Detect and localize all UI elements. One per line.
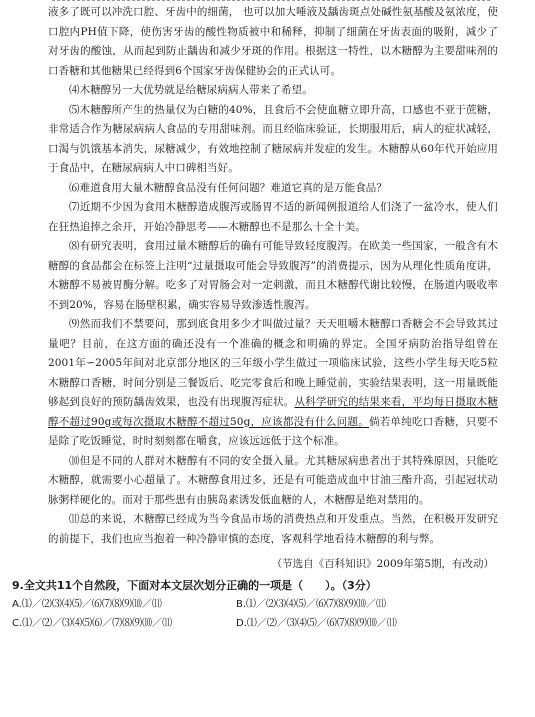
option-d-key: D. (236, 618, 247, 629)
option-a[interactable] (12, 595, 236, 614)
paragraph-11: ⑾总的来说，木糖醇已经成为当今食品市场的消费热点和开发重点。当然，在积极开发研究的前提下，我们也应当抱着一种冷静审慎的态度，客观科学地看待木糖醇的利与弊。 (48, 513, 498, 545)
top-dashed-rule (52, 0, 490, 1)
option-a-key: A. (12, 599, 22, 610)
option-c-key: C. (12, 618, 23, 629)
paragraph-5: ⑸木糖醇所产生的热量仅为白糖的40%，且食后不会使血糖立即升高，口感也不亚于蔗糖，非常适合作为糖尿病病人食品的专用甜味剂。而且经临床验证，长期服用后，病人的症状减轻，口渴与饥饿基本消失，尿糖减少，有效地控制了糖尿病并发症的发生。木糖醇从60年代开始应用于食品中，在糖尿病病人中口碑相当好。 (48, 103, 498, 174)
paragraph-9 (48, 315, 498, 452)
option-d[interactable] (236, 614, 460, 633)
paragraph-8: ⑻有研究表明，食用过量木糖醇后的确有可能导致轻度腹泻。在欧美一些国家，一般含有木糖醇的食品都会在标签上注明“过量摄取可能会导致腹泻”的消费提示，因为从理化性质角度讲，木糖醇不易被胃酶分解。吃多了对胃肠会对一定刺激，而且木糖醇代谢比较慢，在肠道内吸收率不到20%，容易在肠壁积累，确实容易导致渗透性腹泻。 (48, 240, 498, 311)
question-9-stem: 9.全文共11个自然段，下面对本文层次划分正确的一项是（ ）。（3分） (12, 579, 377, 592)
article-source: （节选自《百科知识》2009年第5期，有改动） (271, 558, 494, 570)
option-d-text: ⑴／⑵／⑶⑷⑸／⑹⑺⑻⑼⑽／⑾ (246, 618, 397, 629)
question-9-options (12, 595, 498, 633)
options-row-1 (12, 595, 498, 614)
paragraph-10: ⑽但是不同的人群对木糖醇有不同的安全摄入量。尤其糖尿病患者出于其特殊原因，只能吃木糖醇，就需要小心超量了。木糖醇食用过多，还是有可能造成血中甘油三酯升高，引起冠状动脉粥样硬化的。而对于那些患有由胰岛素诱发低血糖的人，木糖醇是绝对禁用的。 (48, 454, 498, 506)
paragraph-3-continued: 液多了既可以冲洗口腔、牙齿中的细菌， 也可以加大唾液及龋齿斑点处碱性氨基酸及氨浓度，使口腔内PH值下降，使伤害牙齿的酸性物质被中和稀释，抑制了细菌在牙齿表面的吸附，减少了对牙齿的酸蚀，从而起到防止龋齿和减少牙斑的作用。根据这一特性，以木糖醇为主要甜味剂的口香糖和其他糖果已经得到6个国家牙齿保健协会的正式认可。 (48, 6, 498, 77)
option-a-text: ⑴／⑵⑶⑷⑸／⑹⑺⑻⑼⑽／⑾ (21, 599, 162, 610)
option-b-key: B. (236, 599, 247, 610)
option-b[interactable] (236, 595, 460, 614)
option-c[interactable] (12, 614, 236, 633)
paragraph-9-rest: 倘若单纯吃口香糖，只要不是除了吃饭睡觉，时时刻刻都在嚼食，应该远远低于这个标准。 (48, 415, 498, 447)
options-row-2 (12, 614, 498, 633)
paragraph-9-plain: ⑼然而我们不禁要问，那到底食用多少才叫做过量？天天咀嚼木糖醇口香糖会不会导致其过量吧？目前，在这方面的确还没有一个准确的概念和明确的界定。全国牙病防治指导组曾在2001年∽2005年间对北京部分地区的三年级小学生做过一项临床试验，这些小学生每天吃5粒木糖醇口香糖，时间分别是三餐饭后、吃完零食后和晚上睡觉前，实验结果表明，这一用量既能够起到良好的预防龋齿效果，也没有出现腹泻症状。 (48, 318, 498, 408)
article-body (12, 3, 498, 633)
option-c-text: ⑴／⑵／⑶⑷⑸⑹／⑺⑻⑼⑽／⑾ (22, 618, 173, 629)
paragraph-6: ⑹难道食用大量木糖醇食品没有任何问题？难道它真的是万能食品？ (69, 181, 387, 194)
paragraph-4: ⑷木糖醇另一大优势就是给糖尿病病人带来了希望。 (69, 84, 313, 96)
paragraph-9-underlined-sentence: 从科学研究的结果来看，平均每日摄取木糖醇不超过90g或每次摄取木糖醇不超过50g，应该都没有什么问题。 (48, 396, 498, 428)
option-b-text: ⑴／⑵⑶⑷⑸／⑹⑺⑻⑼⑽／⑾ (246, 599, 387, 610)
paragraph-7: ⑺近期不少因为食用木糖醇造成腹泻或肠胃不适的新闻例报道给人们浇了一盆冷水，使人们在狂热追捧之余开，开始冷静思考——木糖醇也不是那么十全十美。 (48, 201, 498, 233)
